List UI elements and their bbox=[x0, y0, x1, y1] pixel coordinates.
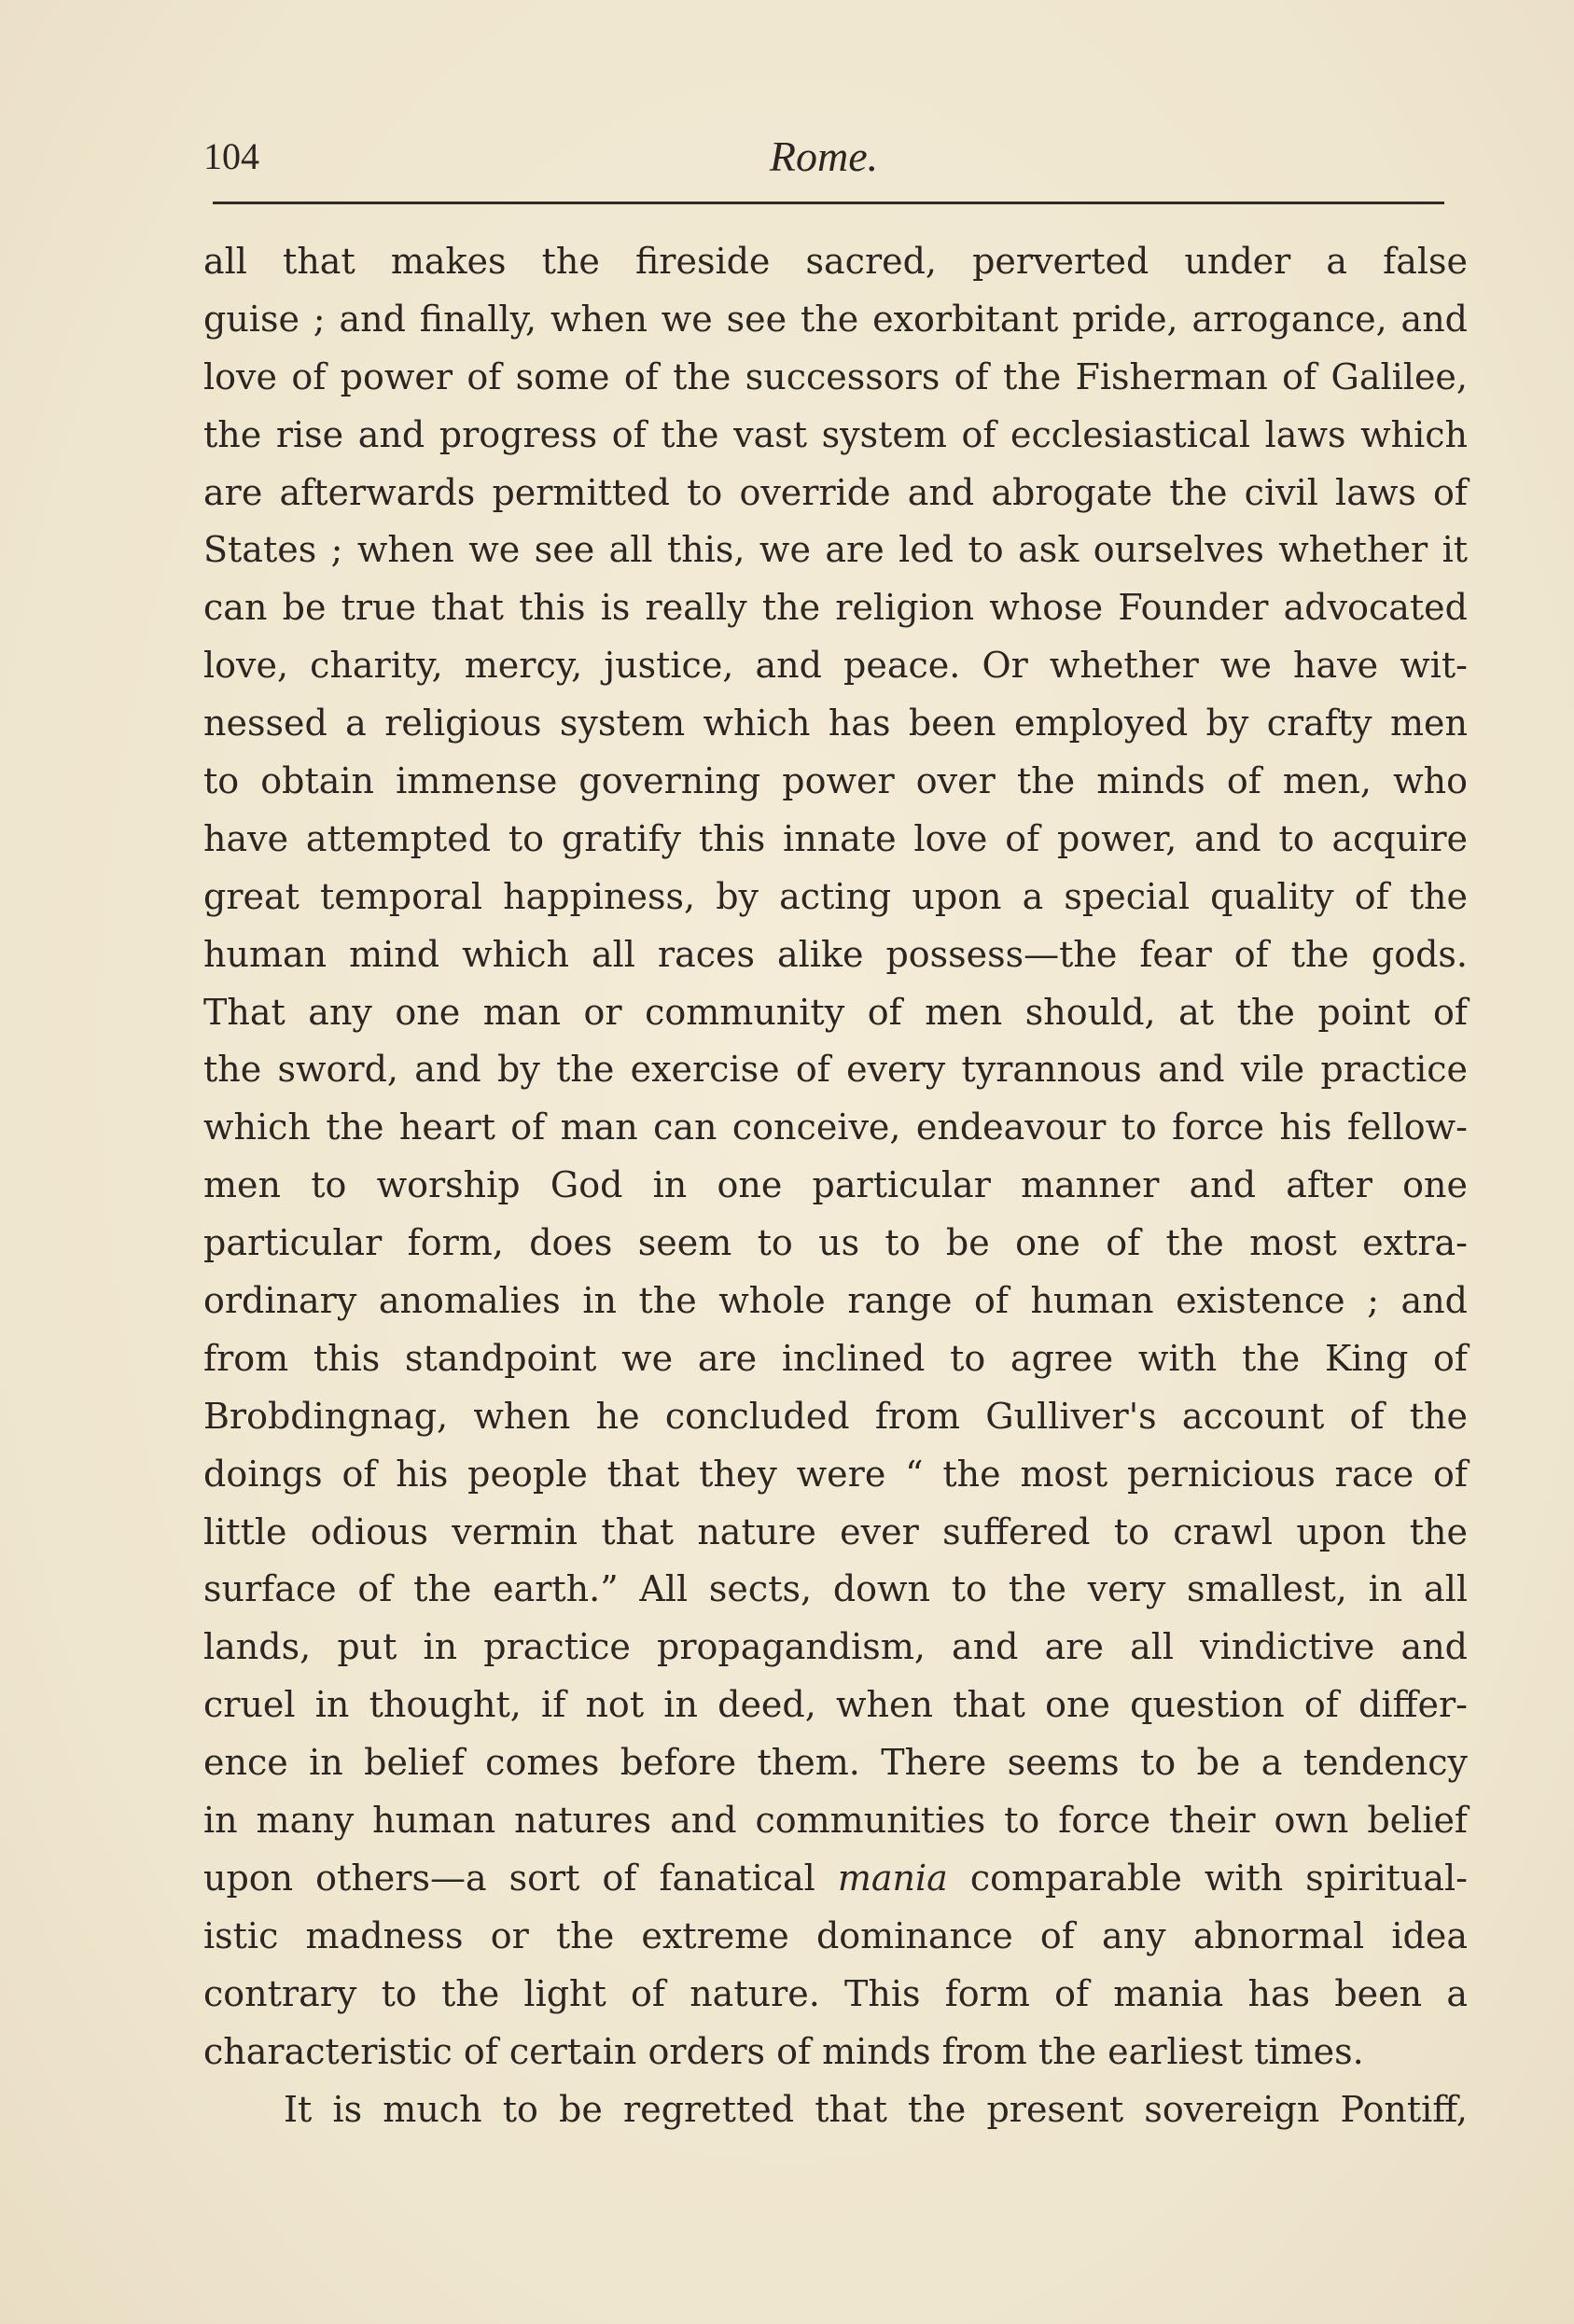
page-header bbox=[203, 129, 1444, 185]
text-line: lands, put in practice propagandism, and are all vindictive and bbox=[203, 1626, 1468, 1668]
text-line: particular form, does seem to us to be one of the most extra- bbox=[203, 1222, 1468, 1264]
text-line: cruel in thought, if not in deed, when that one question of differ- bbox=[203, 1684, 1468, 1726]
running-title: Rome. bbox=[769, 132, 879, 180]
text-line: love, charity, mercy, justice, and peace. Or whether we have wit- bbox=[203, 645, 1468, 687]
header-rule bbox=[213, 202, 1444, 204]
text-line: great temporal happiness, by acting upon a special quality of the bbox=[203, 875, 1468, 917]
text-line: love of power of some of the successors of the Fisherman of Galilee, bbox=[203, 355, 1468, 397]
text-segment: comparable with spiritual- bbox=[947, 1857, 1468, 1899]
text-line: doings of his people that they were “ the most pernicious race of bbox=[203, 1453, 1468, 1495]
text-line: ence in belief comes before them. There seems to be a tendency bbox=[203, 1742, 1468, 1784]
text-line: all that makes the fireside sacred, perverted under a false bbox=[203, 241, 1468, 282]
text-line: States ; when we see all this, we are led to ask ourselves whether it bbox=[203, 529, 1468, 571]
paragraph-start-line: It is much to be regretted that the present sovereign Pontiff, bbox=[284, 2088, 1468, 2130]
text-segment: upon others—a sort of fanatical bbox=[203, 1857, 838, 1899]
text-line: guise ; and finally, when we see the exorbitant pride, arrogance, and bbox=[203, 298, 1468, 340]
text-line: which the heart of man can conceive, endeavour to force his fellow- bbox=[203, 1106, 1468, 1148]
text-line: istic madness or the extreme dominance of any abnormal idea bbox=[203, 1914, 1468, 1956]
text-line: surface of the earth.” All sects, down to the very smallest, in all bbox=[203, 1568, 1468, 1610]
text-line: from this standpoint we are inclined to agree with the King of bbox=[203, 1337, 1468, 1379]
text-line: to obtain immense governing power over the minds of men, who bbox=[203, 760, 1468, 802]
text-line: in many human natures and communities to force their own belief bbox=[203, 1800, 1468, 1842]
text-line: ordinary anomalies in the whole range of human existence ; and bbox=[203, 1280, 1468, 1322]
text-line: contrary to the light of nature. This form of mania has been a bbox=[203, 1972, 1468, 2014]
text-line: the rise and progress of the vast system of ecclesiastical laws which bbox=[203, 413, 1468, 455]
text-line: nessed a religious system which has been employed by crafty men bbox=[203, 703, 1468, 745]
text-line: little odious vermin that nature ever suffered to crawl upon the bbox=[203, 1510, 1468, 1552]
text-line: That any one man or community of men should, at the point of bbox=[203, 991, 1468, 1033]
text-line: have attempted to gratify this innate love of power, and to acquire bbox=[203, 817, 1468, 859]
paragraph-end-line: characteristic of certain orders of minds from the earliest times. bbox=[203, 2030, 1364, 2072]
page-number: 104 bbox=[203, 135, 259, 177]
text-line: Brobdingnag, when he concluded from Gulliver's account of the bbox=[203, 1395, 1468, 1437]
italic-word: mania bbox=[837, 1857, 948, 1899]
text-line-with-italic bbox=[203, 1850, 1468, 1908]
text-line: are afterwards permitted to override and abrogate the civil laws of bbox=[203, 471, 1468, 513]
text-line: human mind which all races alike possess—the fear of the gods. bbox=[203, 933, 1468, 975]
text-line: men to worship God in one particular manner and after one bbox=[203, 1164, 1468, 1206]
body-text bbox=[203, 233, 1468, 2138]
text-line: can be true that this is really the religion whose Founder advocated bbox=[203, 587, 1468, 629]
text-line: the sword, and by the exercise of every tyrannous and vile practice bbox=[203, 1049, 1468, 1091]
